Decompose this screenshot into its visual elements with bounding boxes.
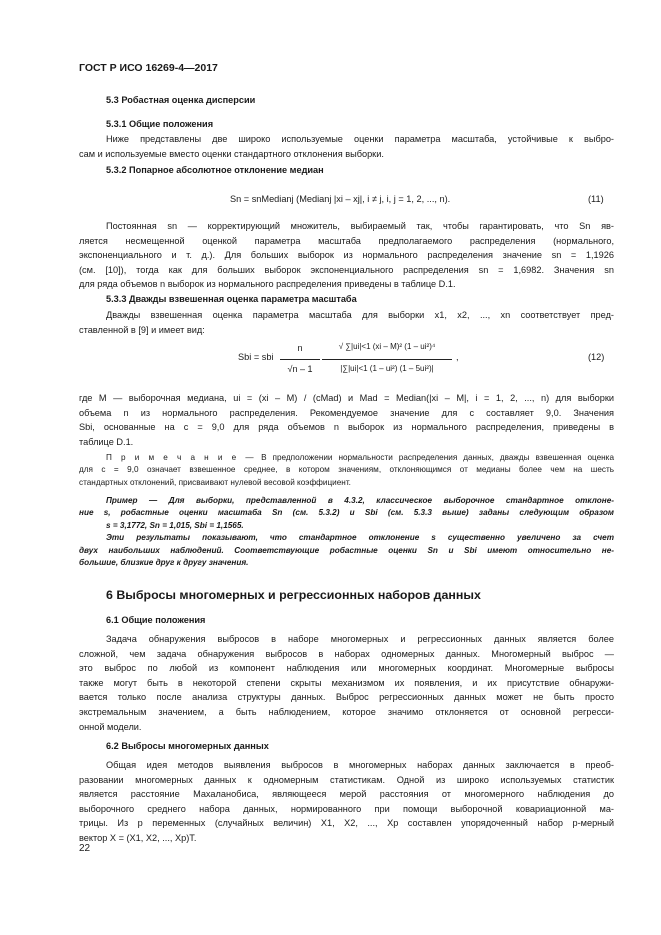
text-line: экстремальным значением, а быть наблюдением, которое значимо отклоняется от основной регресси-: [79, 706, 614, 717]
paragraph-5-3-1: [79, 132, 614, 161]
example-line: Эти результаты показывают, что стандартное отклонение s существенно увеличено за счет: [106, 533, 614, 543]
note-line: стандартных отклонений, присваивают нулевой весовой коэффициент.: [79, 477, 351, 487]
formula-12-lhs: Sbi = sbi: [238, 352, 274, 362]
example-line: Пример — Для выборки, представленной в 4.3.2, классическое выборочное стандартное отклоне-: [106, 496, 614, 505]
text-line: Дважды взвешенная оценка параметра масштаба для выборки x1, x2, ..., xn соответствует пред-: [106, 310, 614, 320]
note-line: для c = 9,0 означает взвешенное среднее, в котором значениям, отклоняющимся от медианы более чем на шесть: [79, 465, 614, 475]
text-line: Ниже представлены две широко используемые оценки параметра масштаба, устойчивые к выбро-: [106, 134, 614, 144]
text-line: разовании многомерных данных к одномерным статистикам. Одной из широко используемых статистик: [79, 774, 614, 785]
section-5-3-2-title: 5.3.2 Попарное абсолютное отклонение медиан: [106, 165, 324, 175]
example-line: s = 3,1772, Sn = 1,015, Sbi = 1,1565.: [106, 520, 244, 530]
formula-11: Sn = snMedianj (Medianj |xi – xj|, i ≠ j, i, j = 1, 2, ..., n).: [230, 194, 451, 204]
formula-12-den-left: √n – 1: [287, 364, 313, 374]
page-number: 22: [79, 843, 91, 854]
example-block: [79, 495, 614, 569]
formula-12-comma: ,: [456, 352, 459, 362]
text-line: для ряда объемов n выборок из нормального распределения приведены в таблице D.1.: [79, 279, 456, 290]
fraction-bar: [280, 359, 320, 360]
document-header: ГОСТ Р ИСО 16269-4—2017: [79, 62, 218, 74]
note-text: В предположении нормальности распределения данных, дважды взвешенная оценка: [261, 453, 614, 462]
text-line: (см. [10]), тогда как для больших выборок экспоненциального распределения sn = 1,6982. Значения sn: [79, 264, 614, 275]
text-line: Постоянная sn — корректирующий множитель, выбираемый так, чтобы гарантировать, что Sn яв-: [106, 221, 614, 231]
text-line: выборочного среднего набора данных, нормированного при помощи выборочной ковариационной ма-: [79, 803, 614, 814]
paragraph-5-3-3: [79, 308, 614, 337]
text-line: Общая идея методов выявления выбросов в многомерных наборах данных заключается в преоб-: [106, 760, 614, 770]
text-line: также могут быть в некоторой степени скрыты механизмом их появления, и их присутствие обнаружи-: [79, 677, 614, 688]
text-line: вается только после анализа структуры данных. Выброс регрессионных данных может не быть просто: [79, 692, 614, 703]
example-line: ние s, робастные оценки масштаба Sn (см. 5.3.2) и Sbi (см. 5.3.3 выше) заданы следующим образом: [79, 508, 614, 518]
text-line: вектор X = (X1, X2, ..., Xp)T.: [79, 832, 197, 843]
example-line: двух наибольших наблюдений. Соответствующие робастные оценки Sn и Sbi имеют относительно не-: [79, 545, 614, 555]
note-line: [79, 452, 614, 464]
paragraph-after-12: [79, 391, 614, 449]
section-5-3-title: 5.3 Робастная оценка дисперсии: [106, 95, 256, 105]
paragraph-6-1: [79, 632, 614, 734]
text-line: Sbi, основанные на c = 9,0 для ряда объемов n выборок из нормального распределения, приведены в: [79, 422, 614, 433]
text-line: экспоненциального и т. д.). Для больших выборок из нормального распределения значение sn = 1,1926: [79, 250, 614, 261]
formula-12-num-right: √ ∑|ui|<1 (xi – M)² (1 – ui²)⁴: [338, 342, 436, 351]
text-line: трицы. Из p переменных (случайных величин) X1, X2, ..., Xp составлен упорядоченный набор p-мерный: [79, 818, 614, 829]
text-line: ставленной в [9] и имеет вид:: [79, 324, 205, 335]
text-line: сам и используемые вместо оценки стандартного отклонения выборки.: [79, 148, 384, 159]
section-5-3-3-title: 5.3.3 Дважды взвешенная оценка параметра масштаба: [106, 294, 357, 304]
text-line: сложной, чем задача обнаружения выбросов в наборах одномерных данных. Многомерный выброс —: [79, 648, 614, 659]
paragraph-6-2: [79, 758, 614, 846]
formula-12-den-right: |∑|ui|<1 (1 – ui²) (1 – 5ui²)|: [340, 364, 434, 373]
section-5-3-1-title: 5.3.1 Общие положения: [106, 119, 214, 129]
note-label: П р и м е ч а н и е —: [106, 453, 256, 462]
section-6-1-title: 6.1 Общие положения: [106, 615, 206, 625]
example-line: большие, близкие друг к другу значения.: [79, 558, 249, 568]
text-line: онной модели.: [79, 721, 142, 732]
text-line: где M — выборочная медиана, ui = (xi – M) / (cMad) и Mad = Median(|xi – M|, i = 1, 2, ..., n) для выборки: [79, 393, 614, 403]
text-line: таблице D.1.: [79, 436, 134, 447]
equation-number-12: (12): [588, 352, 605, 362]
paragraph-5-3-2: [79, 219, 614, 292]
fraction-bar: [322, 359, 452, 360]
formula-12-num-left: n: [297, 343, 303, 353]
equation-number-11: (11): [588, 194, 604, 204]
section-6-title: 6 Выбросы многомерных и регрессионных наборов данных: [106, 588, 481, 602]
text-line: Задача обнаружения выбросов в наборе многомерных и регрессионных данных является более: [106, 634, 614, 644]
text-line: ляется несмещенной оценкой параметра масштаба предполагаемого распределения (нормального,: [79, 235, 614, 246]
text-line: это выброс по любой из компонент наблюдения или многомерных координат. Многомерные выбросы: [79, 663, 614, 674]
section-6-2-title: 6.2 Выбросы многомерных данных: [106, 741, 269, 751]
text-line: является расстояние Махаланобиса, являющееся мерой расстояния от многомерного наблюдения до: [79, 789, 614, 800]
note-block: [79, 452, 614, 489]
text-line: объема n из нормального распределения. Рекомендуемое значение для c составляет 9,0. Значения: [79, 407, 614, 418]
